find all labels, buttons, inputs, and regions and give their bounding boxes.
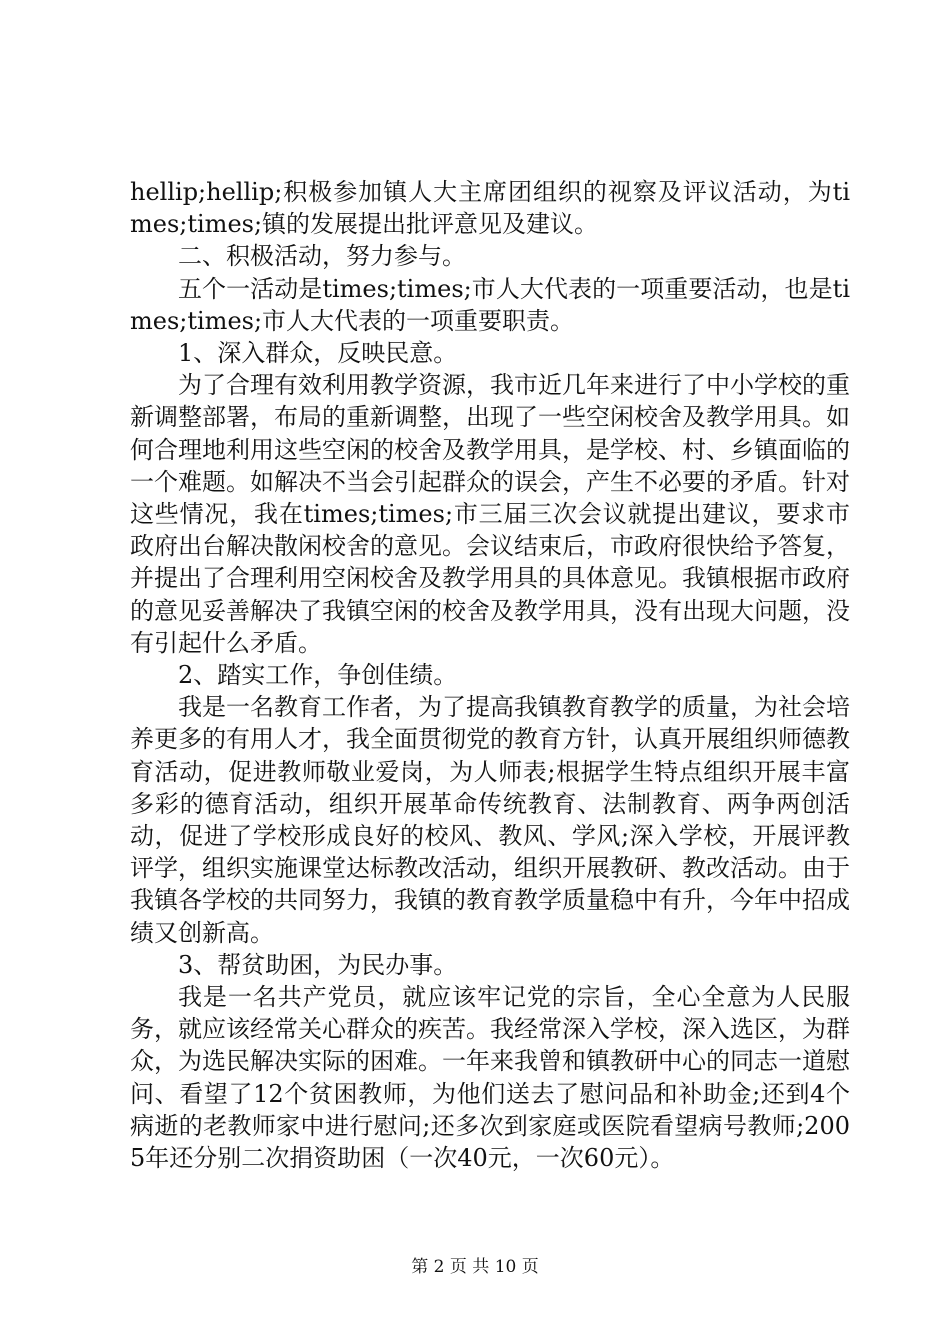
paragraph-9: 我是一名共产党员，就应该牢记党的宗旨，全心全意为人民服务，就应该经常关心群众的疾苦。我经常深入学校，深入选区，为群众，为选民解决实际的困难。一年来我曾和镇教研中心的同志一道慰问、看望了12个贫困教师，为他们送去了慰问品和补助金;还到4个病逝的老教师家中进行慰问;还多次到家庭或医院看望病号教师;2005年还分别二次捐资助困（一次40元，一次60元）。 xyxy=(130,983,850,1173)
subheading-1: 1、深入群众，反映民意。 xyxy=(178,339,458,368)
paragraph-3: 五个一活动是times;times;市人大代表的一项重要活动，也是times;times;市人大代表的一项重要职责。 xyxy=(130,274,850,335)
subheading-2: 2、踏实工作，争创佳绩。 xyxy=(178,661,458,690)
paragraph-5: 为了合理有效利用教学资源，我市近几年来进行了中小学校的重新调整部署，布局的重新调整，出现了一些空闲校舍及教学用具。如何合理地利用这些空闲的校舍及教学用具，是学校、村、乡镇面临的一个难题。如解决不当会引起群众的误会，产生不必要的矛盾。针对这些情况，我在times;times;市三届三次会议就提出建议，要求市政府出台解决散闲校舍的意见。会议结束后，市政府很快给予答复，并提出了合理利用空闲校舍及教学用具的具体意见。我镇根据市政府的意见妥善解决了我镇空闲的校舍及教学用具，没有出现大问题，没有引起什么矛盾。 xyxy=(130,371,850,657)
paragraph-7: 我是一名教育工作者，为了提高我镇教育教学的质量，为社会培养更多的有用人才，我全面贯彻党的教育方针，认真开展组织师德教育活动，促进教师敬业爱岗，为人师表;根据学生特点组织开展丰富多彩的德育活动，组织开展革命传统教育、法制教育、两争两创活动，促进了学校形成良好的校风、教风、学风;深入学校，开展评教评学，组织实施课堂达标教改活动，组织开展教研、教改活动。由于我镇各学校的共同努力，我镇的教育教学质量稳中有升，今年中招成绩又创新高。 xyxy=(130,693,850,947)
document-body xyxy=(130,176,850,1174)
section-heading-2: 二、积极活动，努力参与。 xyxy=(178,242,466,271)
subheading-3: 3、帮贫助困，为民办事。 xyxy=(178,950,458,979)
page-number-footer: 第 2 页 共 10 页 xyxy=(411,1257,539,1277)
paragraph-1: hellip;hellip;积极参加镇人大主席团组织的视察及评议活动，为times;times;镇的发展提出批评意见及建议。 xyxy=(130,178,850,239)
